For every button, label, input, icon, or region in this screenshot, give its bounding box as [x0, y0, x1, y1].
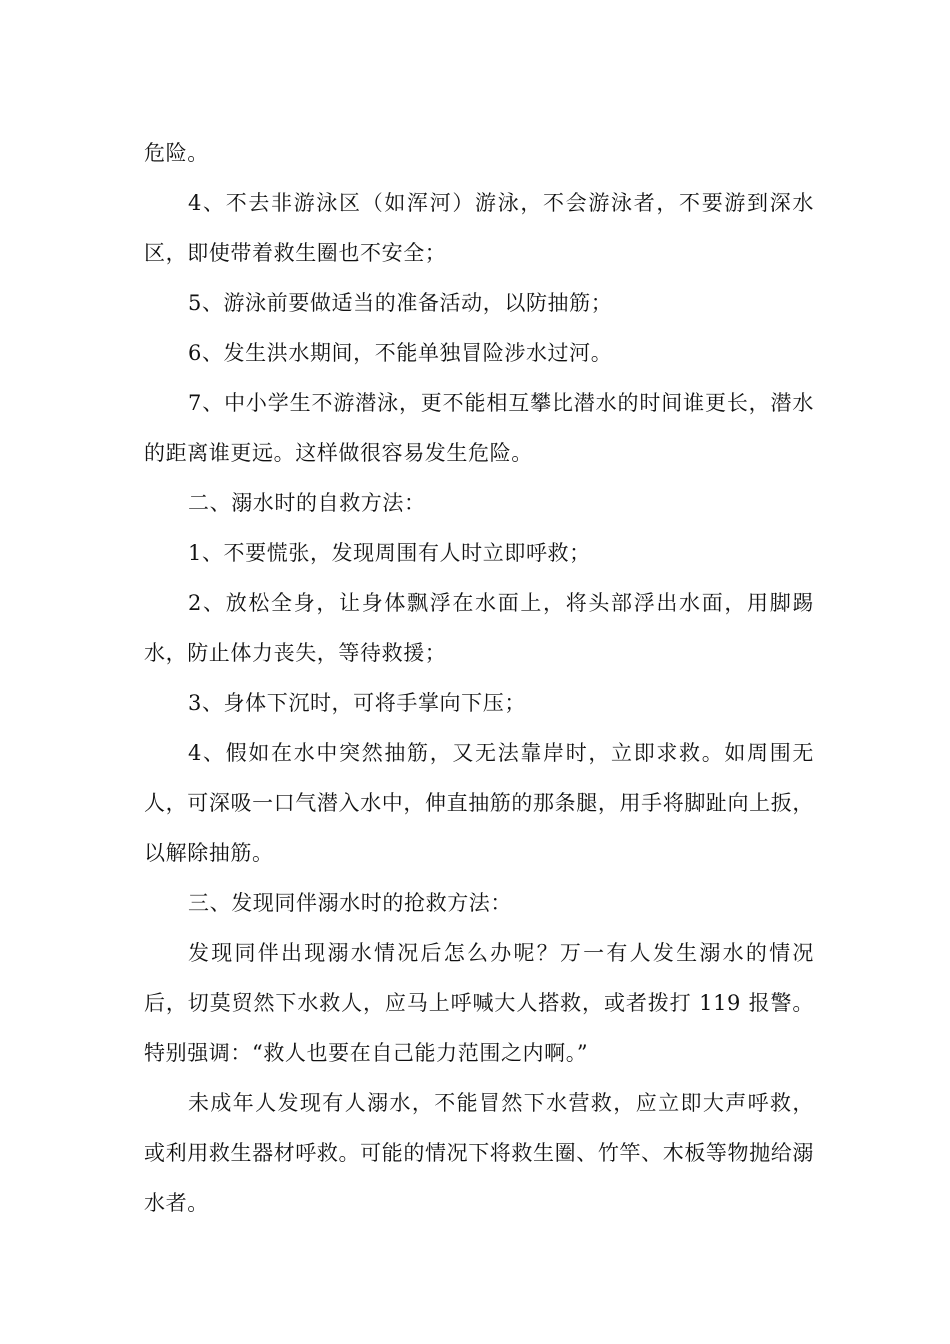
- paragraph-9: 3、身体下沉时，可将手掌向下压；: [188, 691, 526, 715]
- section-heading-2: 二、溺水时的自救方法：: [188, 491, 426, 515]
- paragraph-7: 1、不要慌张，发现周围有人时立即呼救；: [188, 541, 591, 565]
- section-heading-3: 三、发现同伴溺水时的抢救方法：: [188, 891, 512, 915]
- paragraph-10: 4、假如在水中突然抽筋，又无法靠岸时，立即求救。如周围无人，可深吸一口气潜入水中，伸直抽筋的那条腿，用手将脚趾向上扳，以解除抽筋。: [144, 741, 814, 865]
- paragraph-8: 2、放松全身，让身体飘浮在水面上，将头部浮出水面，用脚踢水，防止体力丧失，等待救援；: [144, 591, 814, 665]
- paragraph-3: 5、游泳前要做适当的准备活动，以防抽筋；: [188, 291, 613, 315]
- paragraph-4: 6、发生洪水期间，不能单独冒险涉水过河。: [188, 341, 613, 365]
- paragraph-1: 危险。: [144, 141, 209, 165]
- paragraph-13: 未成年人发现有人溺水，不能冒然下水营救，应立即大声呼救，或利用救生器材呼救。可能的情况下将救生圈、竹竿、木板等物抛给溺水者。: [144, 1091, 814, 1215]
- document-body: [144, 128, 814, 1228]
- paragraph-2: 4、不去非游泳区（如浑河）游泳，不会游泳者，不要游到深水区，即使带着救生圈也不安全；: [144, 191, 814, 265]
- paragraph-12: 发现同伴出现溺水情况后怎么办呢？万一有人发生溺水的情况后，切莫贸然下水救人，应马上呼喊大人搭救，或者拨打 119 报警。 特别强调：“救人也要在自己能力范围之内啊。”: [144, 941, 814, 1065]
- paragraph-5: 7、中小学生不游潜泳，更不能相互攀比潜水的时间谁更长，潜水的距离谁更远。这样做很容易发生危险。: [144, 391, 814, 465]
